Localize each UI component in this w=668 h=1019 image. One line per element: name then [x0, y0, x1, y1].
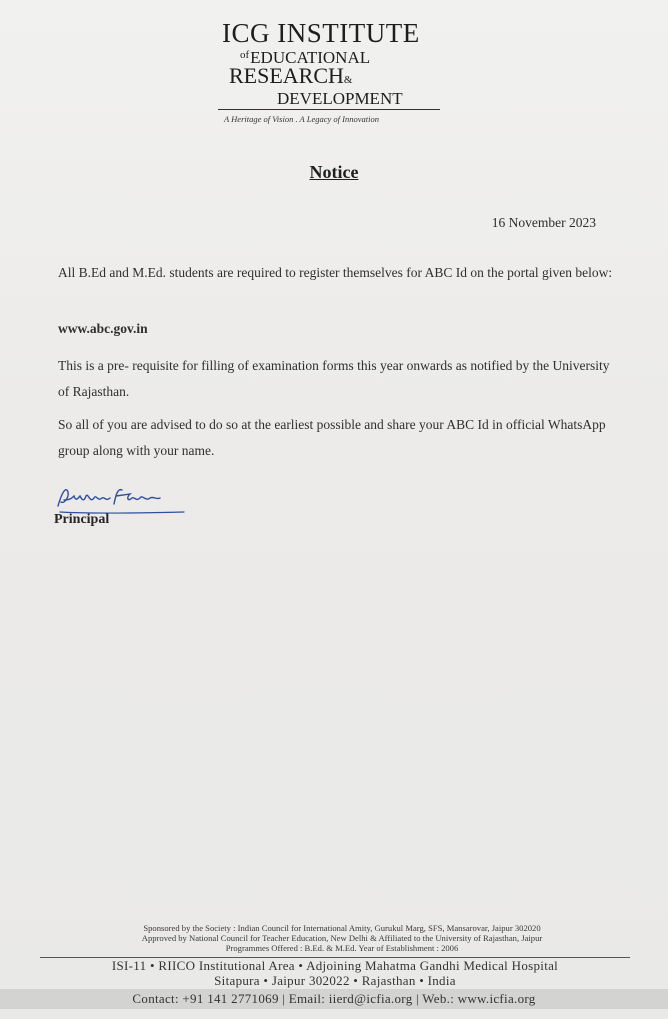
paragraph-prerequisite: This is a pre- requisite for filling of examination forms this year onwards as notified by the University of Rajasthan. — [58, 358, 610, 399]
signatory-title: Principal — [54, 512, 110, 527]
letterhead-tagline: A Heritage of Vision . A Legacy of Innovation — [224, 114, 379, 124]
notice-title: Notice — [309, 162, 359, 182]
letterhead-rule — [218, 109, 440, 110]
footer-contact: Contact: +91 141 2771069 | Email: iierd@icfia.org | Web.: www.icfia.org — [0, 989, 668, 1009]
paragraph-registration: All B.Ed and M.Ed. students are required to register themselves for ABC Id on the portal given below: — [58, 265, 613, 280]
institute-name: ICG INSTITUTE — [222, 18, 420, 48]
notice-date: 16 November 2023 — [491, 215, 596, 230]
letterhead-educational: EDUCATIONAL — [250, 48, 371, 67]
letterhead-ampersand: & — [343, 74, 353, 86]
letterhead — [216, 20, 442, 124]
letterhead-of: of — [240, 49, 250, 61]
footer-address-line1: ISI-11 • RIICO Institutional Area • Adjoining Mahatma Gandhi Medical Hospital — [111, 958, 559, 973]
footer-programmes: Programmes Offered : B.Ed. & M.Ed. Year of Establishment : 2006 — [225, 943, 459, 953]
paragraph-advice: So all of you are advised to do so at the earliest possible and share your ABC Id in official WhatsApp group along with your name. — [58, 417, 606, 458]
portal-url: www.abc.gov.in — [58, 321, 148, 336]
footer-address-line2: Sitapura • Jaipur 302022 • Rajasthan • India — [214, 973, 456, 988]
footer-sponsor: Sponsored by the Society : Indian Council for International Amity, Gurukul Marg, SFS, Mansarovar, Jaipur 302020 — [143, 923, 541, 933]
footer-approval: Approved by National Council for Teacher Education, New Delhi & Affiliated to the University of Rajasthan, Jaipur — [141, 933, 543, 943]
letterhead-research: RESEARCH — [229, 63, 344, 88]
letterhead-development: DEVELOPMENT — [277, 89, 403, 108]
